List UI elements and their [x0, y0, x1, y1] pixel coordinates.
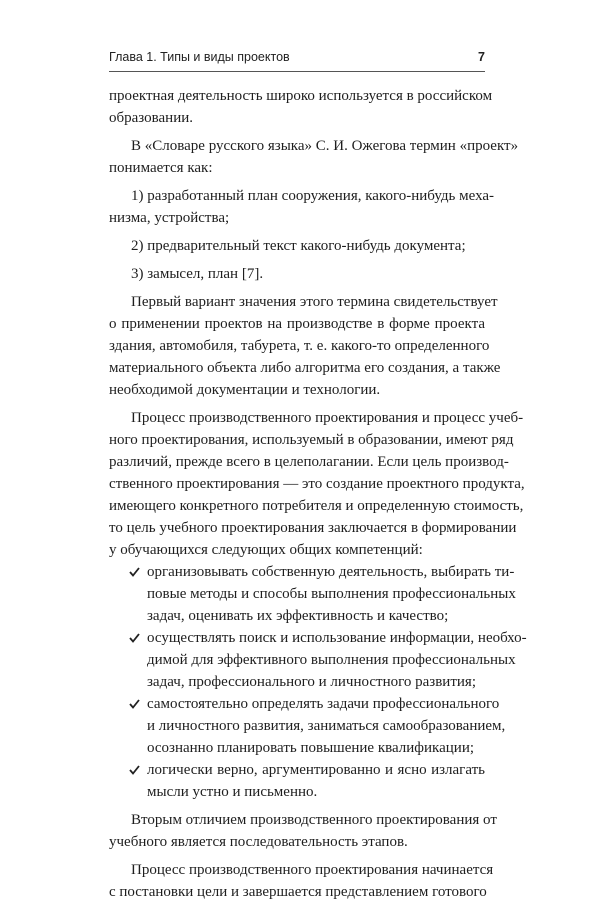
text-line: у обучающихся следующих общих компетенций: [109, 542, 423, 558]
text-line: самостоятельно определять задачи профессионального [147, 696, 500, 712]
text-line: повые методы и способы выполнения профессиональных [147, 586, 516, 602]
text-line: низма, устройства; [109, 210, 230, 226]
checkmark-icon [129, 627, 141, 649]
text-line: материального объекта либо алгоритма его создания, а также [109, 360, 501, 376]
text-line: Первый вариант значения этого термина свидетельствует [131, 294, 498, 310]
chapter-title: Глава 1. Типы и виды проектов [109, 50, 290, 64]
page-body [109, 85, 527, 903]
checkmark-icon [129, 561, 141, 583]
text-line: с постановки цели и завершается представлением готового [109, 884, 487, 900]
list-item [109, 561, 516, 627]
text-line: понимается как: [109, 160, 213, 176]
text-line: 2) предварительный текст какого-нибудь документа; [131, 238, 466, 254]
text-line: мысли устно и письменно. [147, 784, 318, 800]
text-line: 3) замысел, план [7]. [131, 266, 264, 282]
text-line: и личностного развития, заниматься самообразованием, [147, 718, 506, 734]
text-line: то цель учебного проектирования заключается в формировании [109, 520, 517, 536]
text-line: Вторым отличием производственного проектирования от [131, 812, 497, 828]
text-line: здания, автомобиля, табурета, т. е. какого-то определенного [109, 338, 490, 354]
page-number: 7 [478, 50, 485, 64]
text-line: образовании. [109, 110, 194, 126]
list-item [109, 627, 527, 693]
text-line: проектная деятельность широко используется в российском [109, 88, 493, 104]
text-line: задач, оценивать их эффективность и качество; [147, 608, 449, 624]
text-line: димой для эффективного выполнения профессиональных [147, 652, 516, 668]
text-line: ного проектирования, используемый в образовании, имеют ряд [109, 432, 514, 448]
checkmark-icon [129, 759, 141, 781]
text-line: ственного проектирования — это создание проектного продукта, [109, 476, 525, 492]
text-line: В «Словаре русского языка» С. И. Ожегова термин «проект» [131, 138, 519, 154]
text-line: Процесс производственного проектирования и процесс учеб- [131, 410, 524, 426]
list-item [109, 759, 485, 803]
text-line: учебного является последовательность этапов. [109, 834, 408, 850]
text-line: имеющего конкретного потребителя и определенную стоимость, [109, 498, 524, 514]
text-line: задач, профессионального и личностного развития; [147, 674, 476, 690]
list-item [109, 693, 506, 759]
checkmark-icon [129, 693, 141, 715]
text-line: о применении проектов на производстве в форме проекта [109, 316, 485, 332]
text-line: логически верно, аргументированно и ясно излагать [147, 762, 485, 778]
text-line: необходимой документации и технологии. [109, 382, 381, 398]
text-line: 1) разработанный план сооружения, какого-нибудь меха- [131, 188, 495, 204]
header-rule [109, 71, 485, 72]
text-line: Процесс производственного проектирования начинается [131, 862, 494, 878]
text-line: организовывать собственную деятельность, выбирать ти- [147, 564, 515, 580]
text-line: различий, прежде всего в целеполагании. Если цель производ- [109, 454, 509, 470]
text-line: осознанно планировать повышение квалификации; [147, 740, 475, 756]
text-line: осуществлять поиск и использование информации, необхо- [147, 630, 527, 646]
